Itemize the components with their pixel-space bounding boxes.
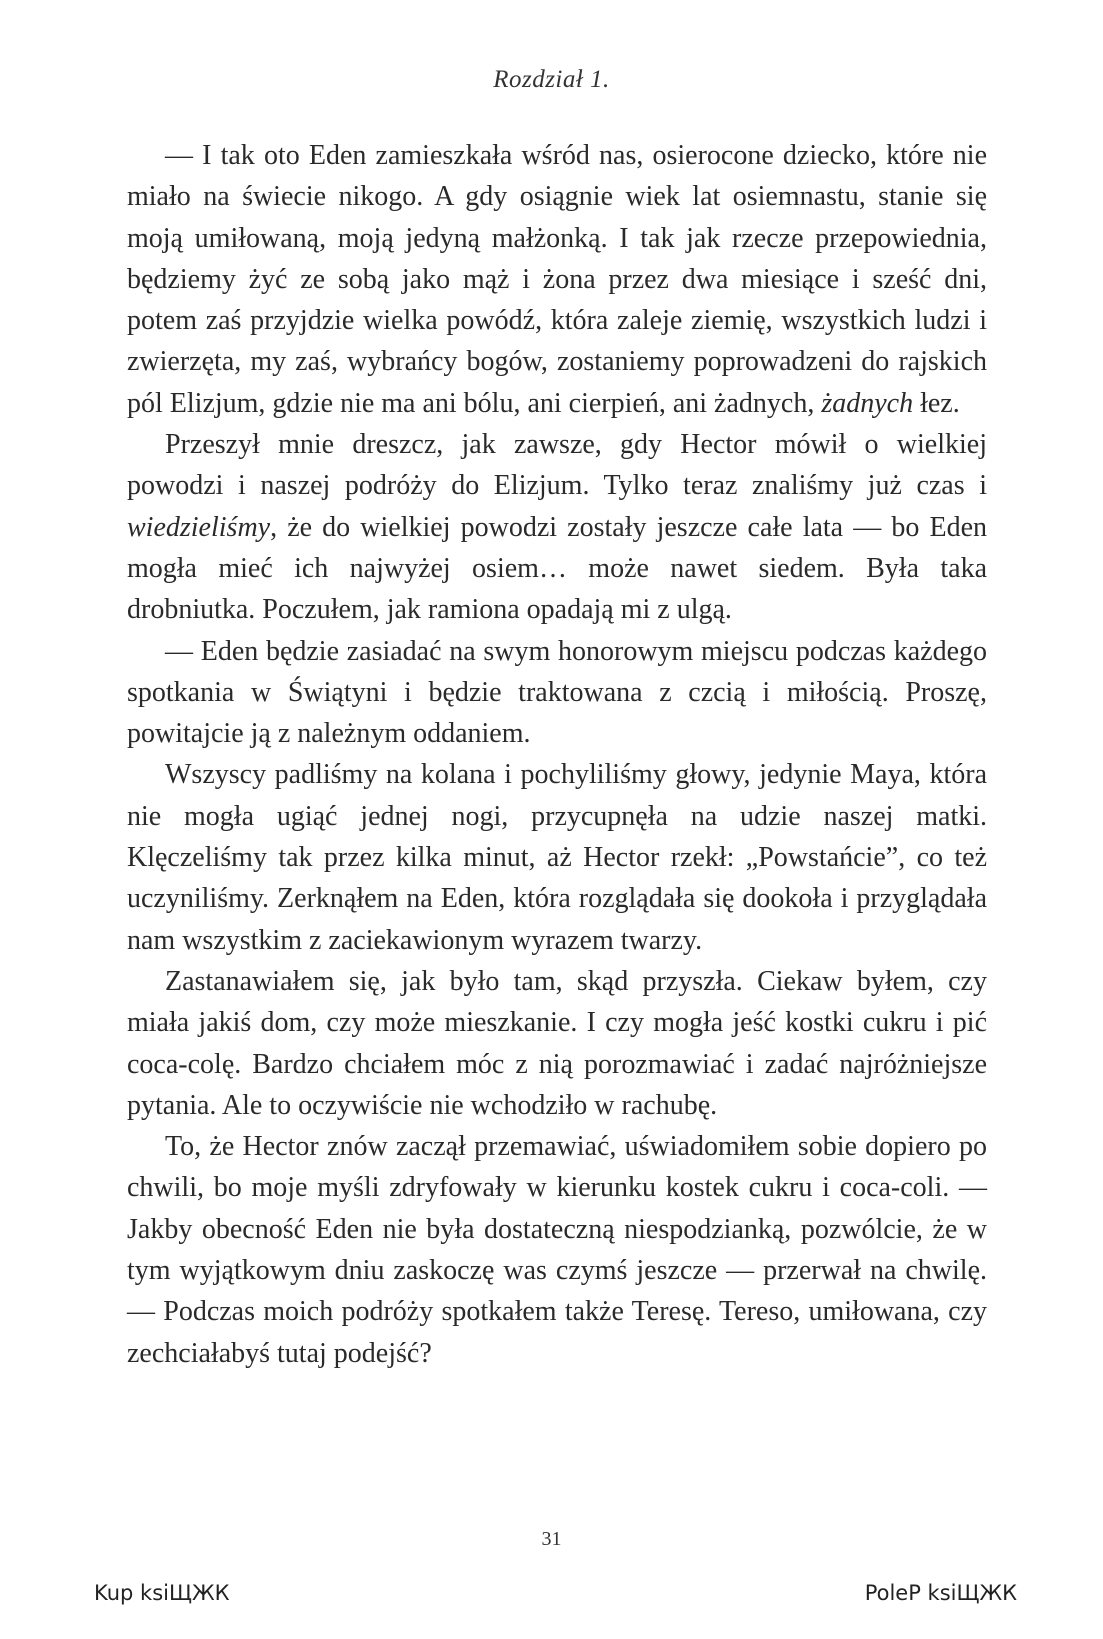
- text-run: Wszyscy padliśmy na kolana i pochyliliśmy głowy, jedynie Maya, która nie mogła ugiąć jednej nogi, przycupnęła na udzie naszej matki. Klęczeliśmy tak przez kilka minut, aż Hector rzekł: „Powstańcie”, co też uczyniliśmy. Zerknąłem na Eden, która rozglądała się dookoła i przyglądała nam wszystkim z zaciekawionym wyrazem twarzy.: [127, 759, 987, 956]
- text-run: — Eden będzie zasiadać na swym honorowym miejscu podczas każdego spotkania w Świątyni i będzie traktowana z czcią i miłością. Proszę, powitajcie ją z należnym oddaniem.: [127, 635, 987, 750]
- italic-text: żadnych: [821, 387, 914, 419]
- paragraph: [127, 631, 987, 755]
- paragraph: [127, 135, 987, 424]
- paragraph: [127, 754, 987, 960]
- body-text: [127, 135, 987, 1374]
- text-run: , że do wielkiej powodzi zostały jeszcze całe lata — bo Eden mogła mieć ich najwyżej osiem… może nawet siedem. Była taka drobniutka. Poczułem, jak ramiona opadają mi z ulgą.: [127, 511, 987, 626]
- text-run: To, że Hector znów zaczął przemawiać, uświadomiłem sobie dopiero po chwili, bo moje myśli zdryfowały w kierunku kostek cukru i coca-coli. — Jakby obecność Eden nie była dostateczną niespodzianką, pozwólcie, że w tym wyjątkowym dniu zaskoczę was czymś jeszcze — przerwał na chwilę. — Podczas moich podróży spotkałem także Teresę. Tereso, umiłowana, czy zechciałabyś tutaj podejść?: [127, 1131, 987, 1369]
- paragraph: [127, 961, 987, 1126]
- page-number: 31: [541, 1528, 562, 1550]
- buy-book-link[interactable]: Kup ksiЩЖК: [94, 1581, 230, 1605]
- text-run: Zastanawiałem się, jak było tam, skąd przyszła. Ciekaw byłem, czy miała jakiś dom, czy może mieszkanie. I czy mogła jeść kostki cukru i pić coca-colę. Bardzo chciałem móc z nią porozmawiać i zadać najróżniejsze pytania. Ale to oczywiście nie wchodziło w rachubę.: [127, 965, 987, 1121]
- italic-text: wiedzieliśmy: [127, 511, 271, 543]
- text-run: — I tak oto Eden zamieszkała wśród nas, osierocone dziecko, które nie miało na świecie nikogo. A gdy osiągnie wiek lat osiemnastu, stanie się moją umiłowaną, moją jedyną małżonką. I tak jak rzecze przepowiednia, będziemy żyć ze sobą jako mąż i żona przez dwa miesiące i sześć dni, potem zaś przyjdzie wielka powódź, która zaleje ziemię, wszystkich ludzi i zwierzęta, my zaś, wybrańcy bogów, zostaniemy poprowadzeni do rajskich pól Elizjum, gdzie nie ma ani bólu, ani cierpień, ani żadnych,: [127, 140, 987, 419]
- text-run: łez.: [913, 387, 960, 419]
- chapter-header: Rozdział 1.: [493, 66, 610, 93]
- recommend-book-link[interactable]: PoleР ksiЩЖК: [864, 1581, 1017, 1605]
- paragraph: [127, 424, 987, 630]
- text-run: Przeszył mnie dreszcz, jak zawsze, gdy Hector mówił o wielkiej powodzi i naszej podróży do Elizjum. Tylko teraz znaliśmy już czas i: [127, 429, 987, 502]
- paragraph: [127, 1126, 987, 1374]
